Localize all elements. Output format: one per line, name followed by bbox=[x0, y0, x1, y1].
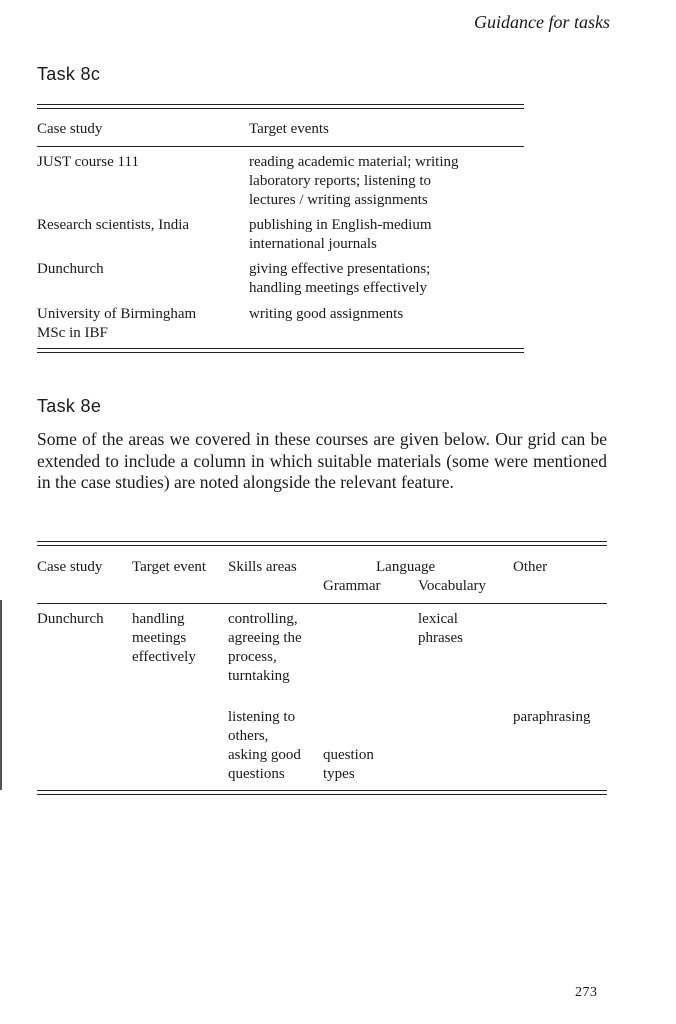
row-grammar: question types bbox=[323, 747, 374, 782]
scan-edge-mark bbox=[0, 600, 2, 790]
row-events: writing good assignments bbox=[249, 306, 404, 322]
row-case: JUST course 111 bbox=[37, 154, 139, 170]
row-case: Dunchurch bbox=[37, 261, 104, 277]
row-skills-area: controlling, agreeing the process, turntaking bbox=[228, 611, 302, 684]
header-case-study: Case study bbox=[37, 559, 103, 575]
header-target-event: Target event bbox=[132, 559, 207, 575]
header-rule bbox=[37, 603, 607, 604]
row-case: University of Birmingham MSc in IBF bbox=[37, 306, 197, 341]
header-rule bbox=[37, 146, 524, 147]
task-8e-heading: Task 8e bbox=[37, 396, 102, 416]
table-bottom-rule bbox=[37, 348, 524, 353]
row-events: giving effective presentations; handling meetings effectively bbox=[249, 261, 431, 296]
row-skills-area: listening to others, asking good questions bbox=[228, 709, 301, 782]
row-vocabulary: lexical phrases bbox=[418, 611, 463, 646]
table-top-rule bbox=[37, 541, 607, 546]
task-8c-heading: Task 8c bbox=[37, 64, 101, 84]
running-head: Guidance for tasks bbox=[474, 12, 610, 32]
header-language: Language bbox=[376, 559, 436, 575]
table-top-rule bbox=[37, 104, 524, 109]
page-number: 273 bbox=[575, 985, 598, 1000]
row-other: paraphrasing bbox=[513, 709, 591, 725]
row-target-event: handling meetings effectively bbox=[132, 611, 196, 665]
header-other: Other bbox=[513, 559, 548, 575]
header-case-study: Case study bbox=[37, 121, 103, 137]
row-case: Dunchurch bbox=[37, 611, 104, 627]
row-events: reading academic material; writing laboratory reports; listening to lectures / writing assignments bbox=[249, 154, 459, 208]
table-bottom-rule bbox=[37, 790, 607, 795]
row-case: Research scientists, India bbox=[37, 217, 190, 233]
row-events: publishing in English-medium international journals bbox=[249, 217, 432, 252]
task-8e-paragraph: Some of the areas we covered in these courses are given below. Our grid can be extended to include a column in which suitable materials (some were mentioned in the case studies) are noted alongside the relevant feature. bbox=[37, 429, 607, 492]
header-grammar: Grammar bbox=[323, 578, 381, 594]
header-skills-areas: Skills areas bbox=[228, 559, 297, 575]
header-vocabulary: Vocabulary bbox=[418, 578, 487, 594]
header-target-events: Target events bbox=[249, 121, 329, 137]
